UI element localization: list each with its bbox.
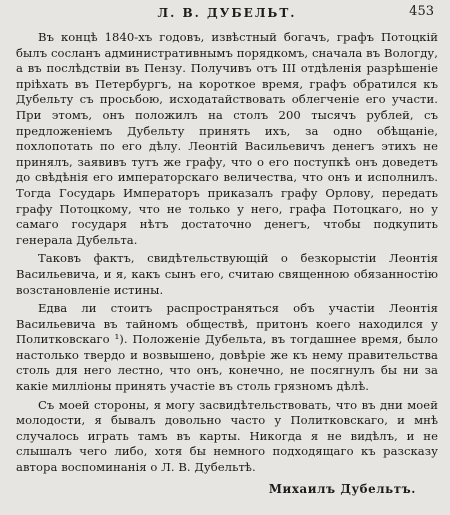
paragraph: Едва ли стоитъ распространяться объ участіи Леонтія Васильевича въ тайномъ обществѣ, притонъ коего находился у Политковскаго ¹). Положеніе Дубельта, въ тогдашнее время, было настолько твердо и возвышено, довѣріе же къ нему правительства столь для него лестно, что онъ, конечно, не посягнулъ бы ни за какіе милліоны принять участіе въ столь грязномъ дѣлѣ. <box>16 301 438 394</box>
paragraph: Въ концѣ 1840-хъ годовъ, извѣстный богачъ, графъ Потоцкій былъ сосланъ административнымъ порядкомъ, сначала въ Вологду, а въ послѣдствіи въ Пензу. Получивъ отъ III отдѣленія разрѣшеніе пріѣхать въ Петербургъ, на короткое время, графъ обратился къ Дубельту съ просьбою, исходатайствовать облегченіе его участи. При этомъ, онъ положилъ на столъ 200 тысячъ рублей, съ предложеніемъ Дубельту принять ихъ, за одно обѣщаніе, похлопотать по его дѣлу. Леонтій Васильевичъ денегъ этихъ не принялъ, заявивъ тутъ же графу, что о его поступкѣ онъ доведетъ до свѣдѣнія его императорскаго величества, что онъ и исполнилъ. Тогда Государь Императоръ приказалъ графу Орлову, передать графу Потоцкому, что не только у него, графа Потоцкаго, но у самаго государя нѣтъ достаточно денегъ, чтобы подкупить генерала Дубельта. <box>16 30 438 247</box>
running-head: Л. В. ДУБЕЛЬТ. <box>157 6 297 20</box>
page-header <box>16 4 438 26</box>
paragraph: Таковъ фактъ, свидѣтельствующій о безкорыстіи Леонтія Васильевича, и я, какъ сынъ его, считаю священною обязанностію возстановленіе истины. <box>16 251 438 297</box>
paragraph: Съ моей стороны, я могу засвидѣтельствовать, что въ дни моей молодости, я бывалъ довольно часто у Политковскаго, и мнѣ случалось играть тамъ въ карты. Никогда я не видѣлъ, и не слышалъ чего либо, хотя бы немного подходящаго къ разсказу автора воспоминанія о Л. В. Дубельтѣ. <box>16 397 438 475</box>
page-number: 453 <box>409 4 434 19</box>
signature: Михаилъ Дубельтъ. <box>268 481 416 496</box>
page-body <box>16 30 438 496</box>
